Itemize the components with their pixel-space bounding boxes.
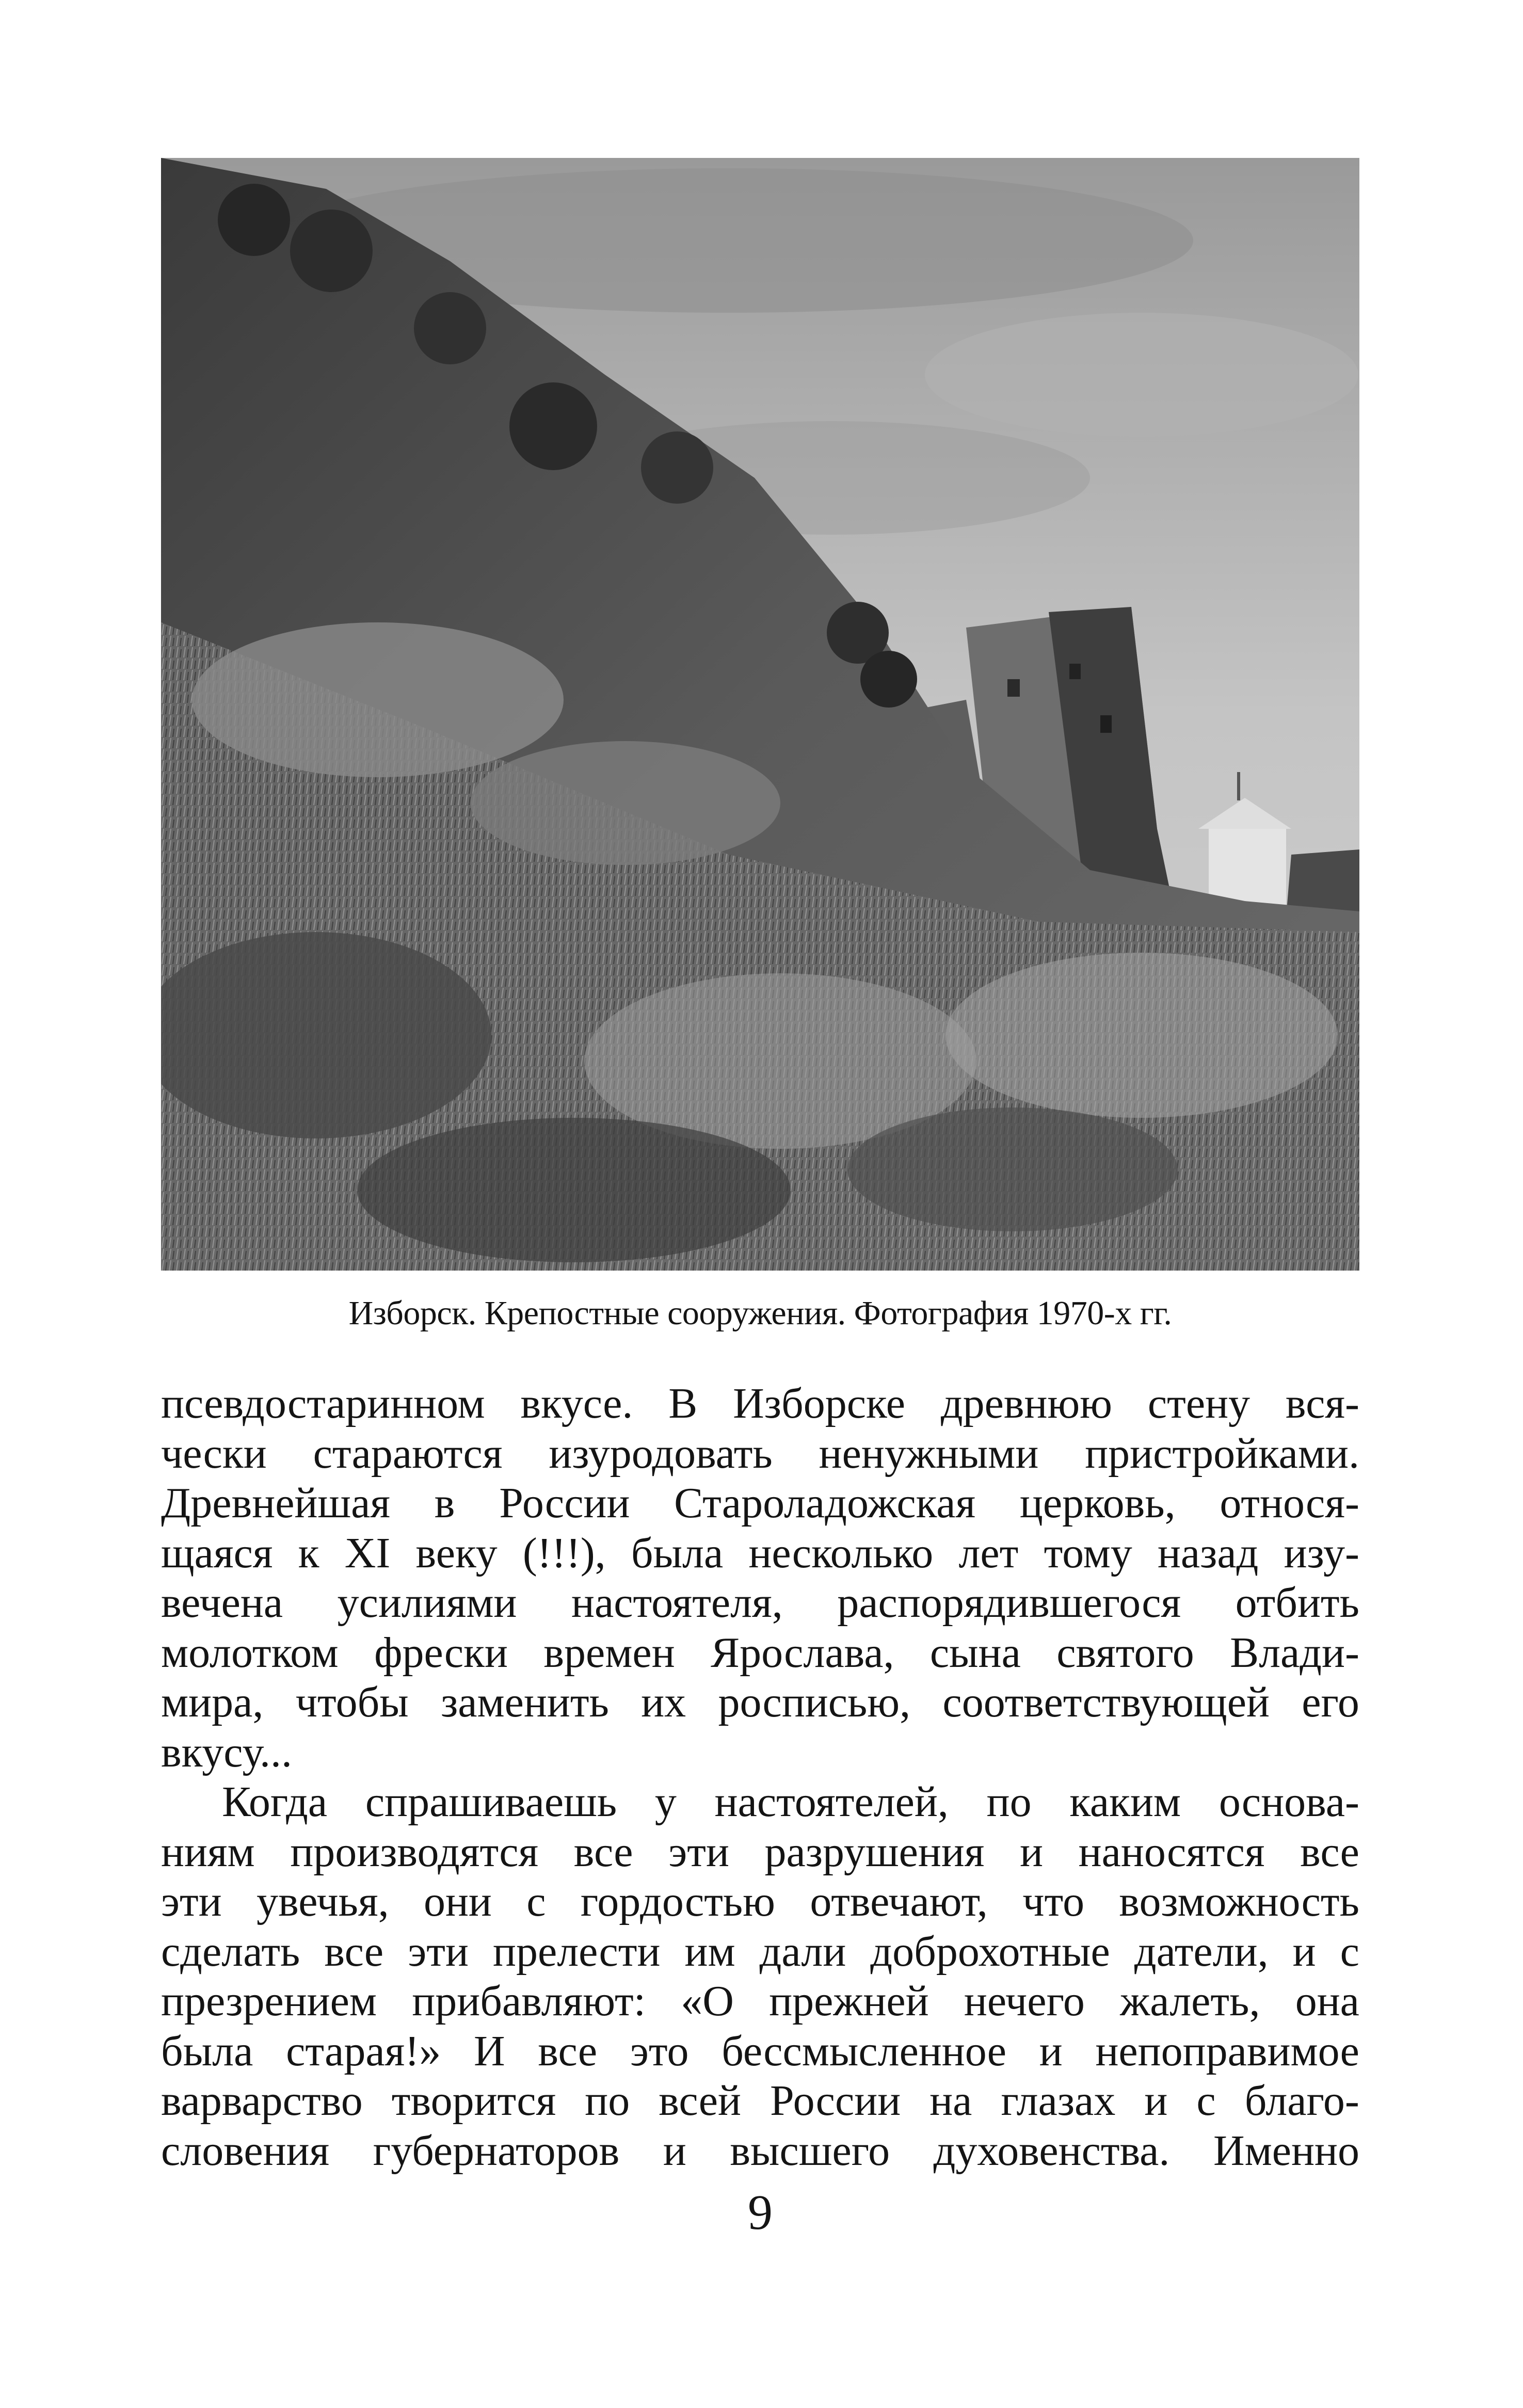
fortress-photo-drawing <box>161 158 1359 1271</box>
fortress-photo <box>161 158 1359 1271</box>
text-line: презрением прибавляют: «О прежней нечего жалеть, она <box>161 1977 1359 2025</box>
text-line: мира, чтобы заменить их росписью, соответствующей его <box>161 1678 1359 1726</box>
text-line: щаяся к XI веку (!!!), была несколько лет тому назад изу- <box>161 1529 1359 1577</box>
text-line: сделать все эти прелести им дали доброхотные датели, и с <box>161 1927 1359 1976</box>
text-line: эти увечья, они с гордостью отвечают, что возможность <box>161 1877 1359 1925</box>
text-line: варварство творится по всей России на глазах и с благо- <box>161 2077 1359 2125</box>
text-line: Когда спрашиваешь у настоятелей, по каким основа- <box>222 1778 1359 1826</box>
text-line: псевдостаринном вкусе. В Изборске древнюю стену вся- <box>161 1379 1359 1427</box>
text-line: чески стараются изуродовать ненужными пристройками. <box>161 1429 1359 1478</box>
text-line: молотком фрески времен Ярослава, сына святого Влади- <box>161 1628 1359 1677</box>
body-text <box>161 1379 1359 2176</box>
figure-caption: Изборск. Крепостные сооружения. Фотография 1970-х гг. <box>348 1294 1172 1332</box>
page-number: 9 <box>748 2185 773 2240</box>
text-line: словения губернаторов и высшего духовенства. Именно <box>161 2126 1359 2175</box>
text-line: вечена усилиями настоятеля, распорядившегося отбить <box>161 1579 1359 1627</box>
text-line: Древнейшая в России Староладожская церковь, относя- <box>161 1479 1359 1527</box>
text-line: вкусу... <box>161 1728 293 1776</box>
text-line: ниям производятся все эти разрушения и наносятся все <box>161 1827 1359 1876</box>
text-line: была старая!» И все это бессмысленное и непоправимое <box>161 2027 1359 2075</box>
